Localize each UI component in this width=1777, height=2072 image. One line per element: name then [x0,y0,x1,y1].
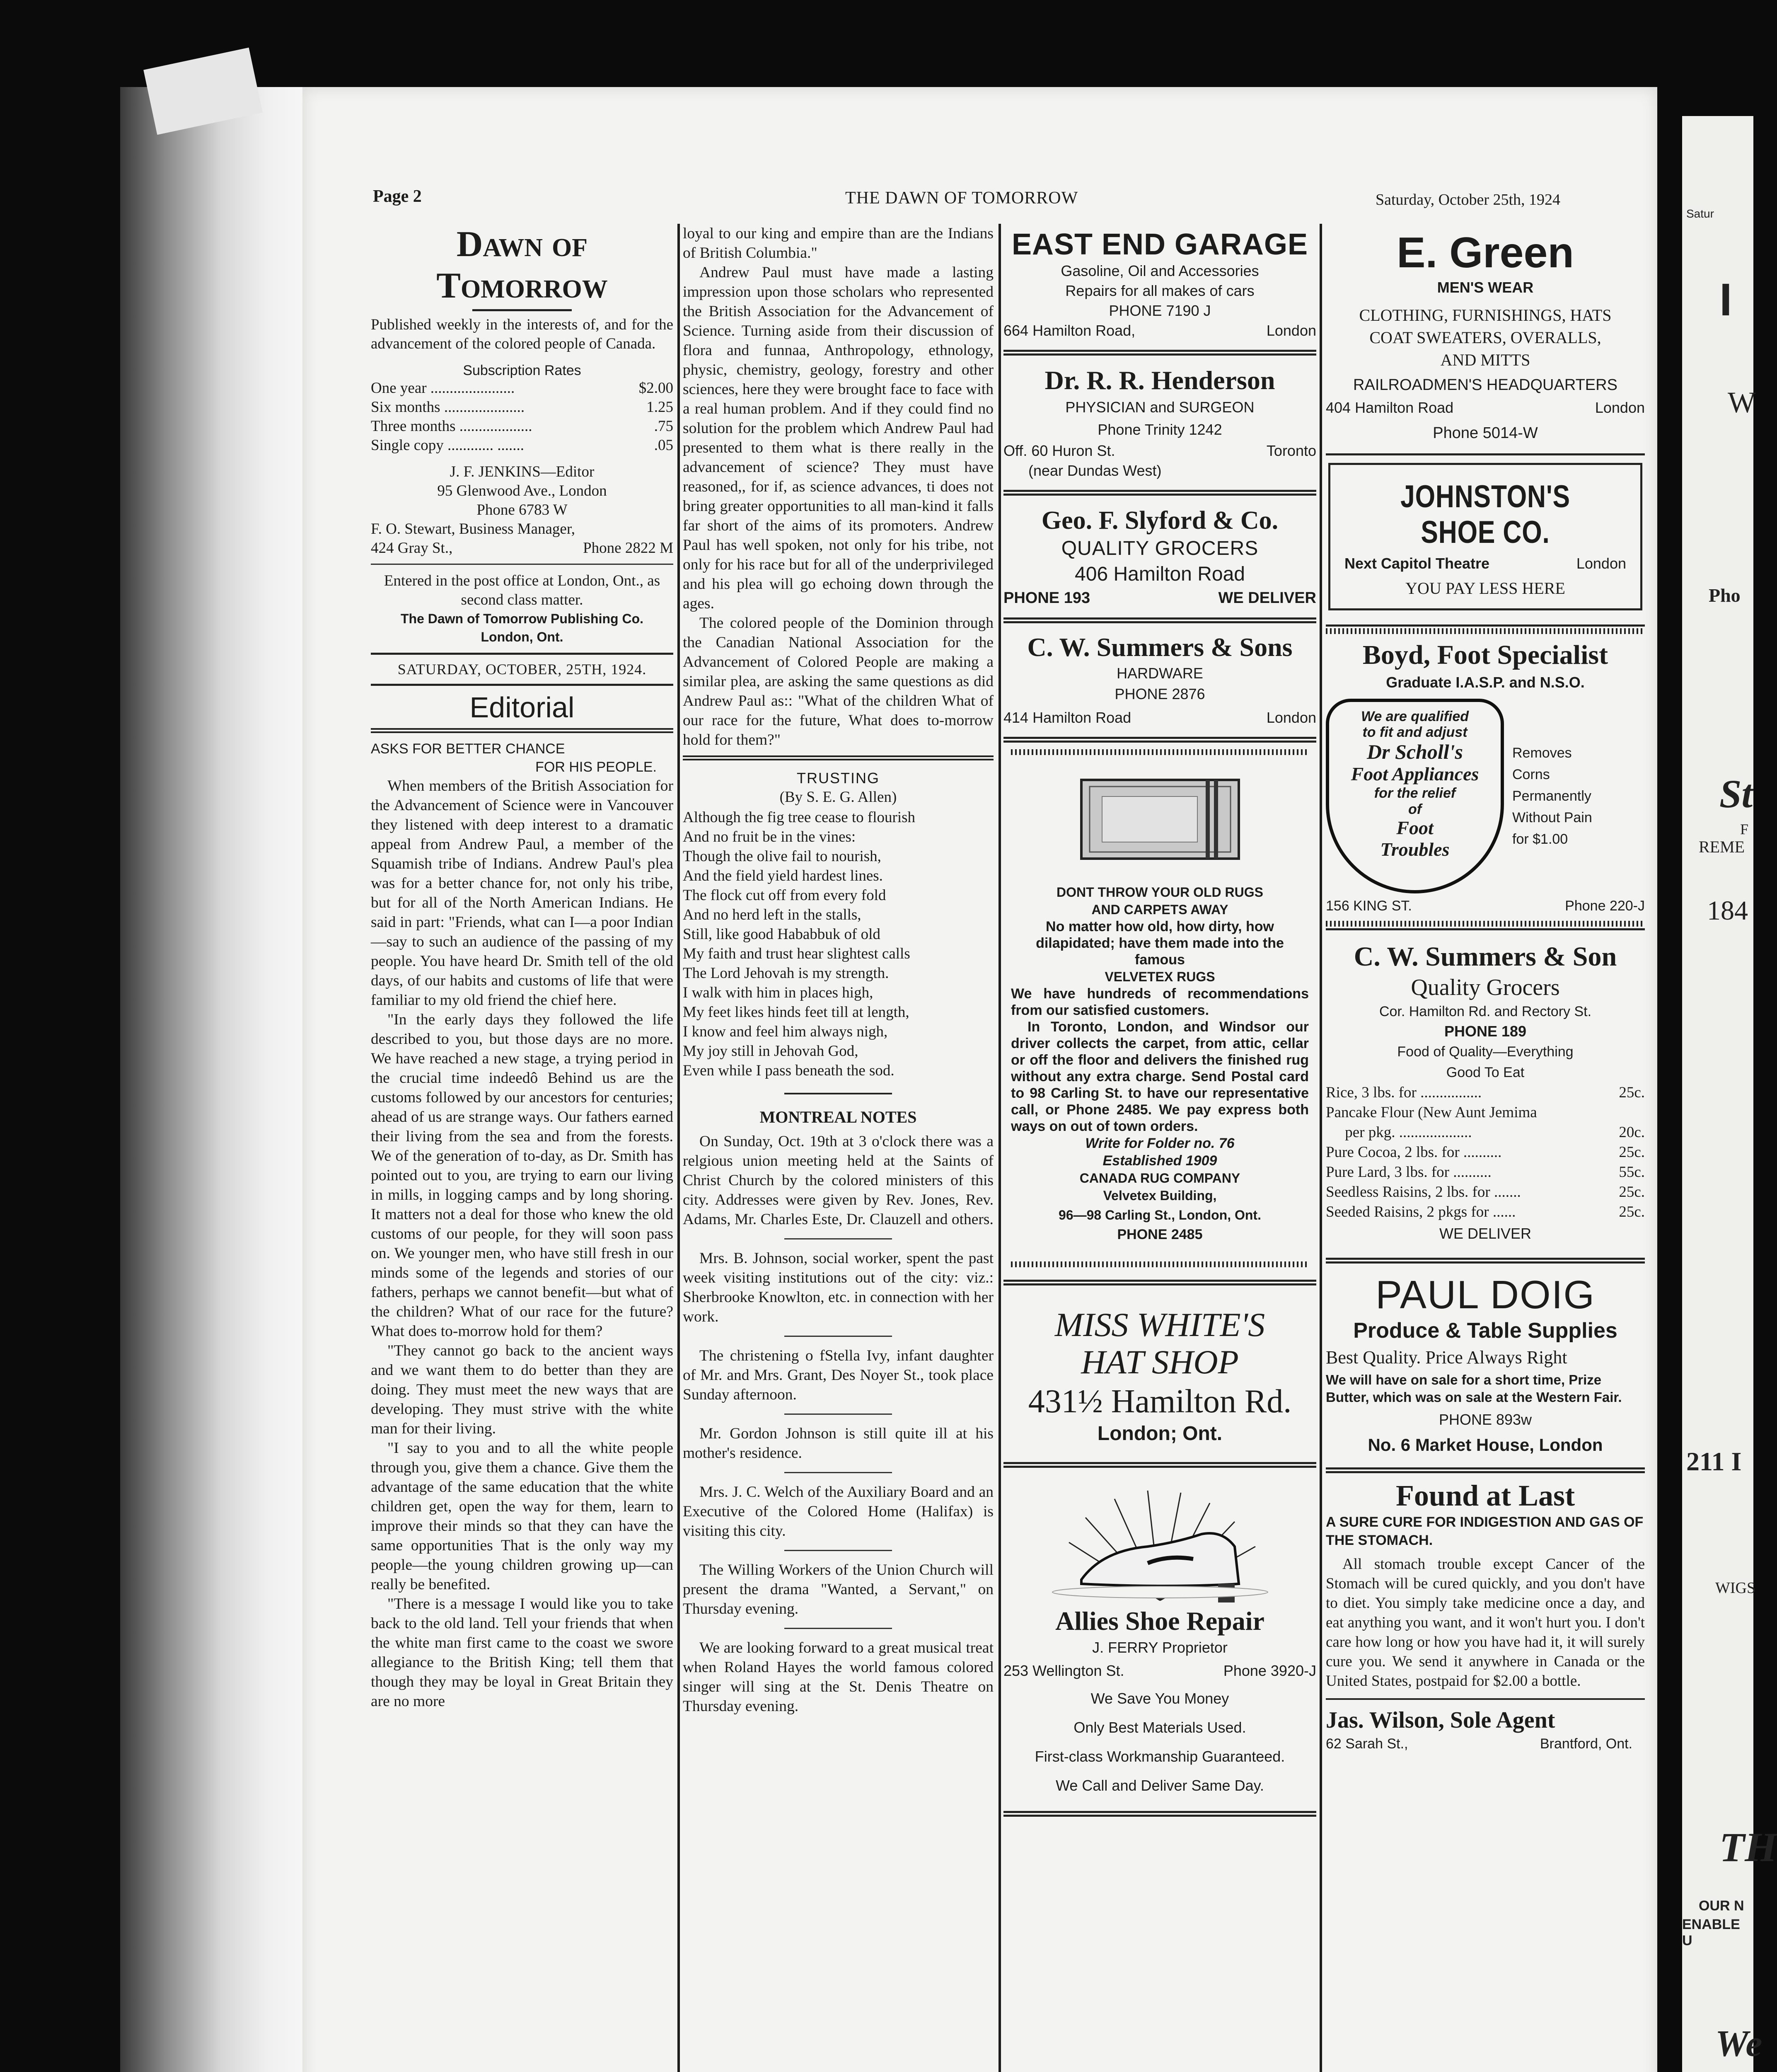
price-value: 25c. [1619,1084,1645,1101]
divider [1326,1258,1645,1260]
grocer-name: C. W. Summers & Son [1354,942,1617,972]
facing-text: W [1728,386,1756,419]
divider [1326,625,1645,627]
column-rule [999,224,1001,2072]
divider [1326,453,1645,455]
masthead [371,224,673,1711]
green-phone: Phone 5014-W [1433,424,1538,442]
divider [1326,1467,1645,1469]
rug-body: In Toronto, London, and Windsor our driver collects the carpet, from attic, cellar or off the floor and delivers the finished rug without any extra charge. Send Postal card to 98 Carling St. to have our representative call, or Phone 2485. We pay express both ways on out of town orders. [1011,1019,1309,1134]
grocer-sub: Quality Grocers [1411,975,1560,1000]
shoe-repair-name: Allies Shoe Repair [1055,1606,1264,1636]
grocer-phone: PHONE 189 [1444,1023,1527,1040]
editorial-paragraph: When members of the British Association for the Advancement of Science were in Vancouver they listened with deep interest to a dramatic appeal from Andrew Paul, a member of the Squamish tribe of Indians. Andrew Paul's plea was for a better chance for, not only his tribe, but for all of the North American Indians. He said in part: "Friends, what can I—a poor Indian—say to such an audience of the passing of my people. You have heard Dr. Smith tell of the old days, of our habits and customs of life that were familiar to my old friend the chief here. [371,777,673,1009]
boyd-phone: Phone 220-J [1565,898,1645,914]
rate-row [371,398,673,417]
green-street: 404 Hamilton Road [1326,399,1454,416]
price-value: 25c. [1619,1144,1645,1161]
column-two [683,224,994,1716]
poem [683,808,994,1080]
badge-text: Dr Scholl's [1366,740,1463,763]
shoe-repair-contact [1003,1658,1316,1684]
montreal-notes [683,1132,994,1716]
garage-name: EAST END GARAGE [1011,228,1308,261]
green-line: AND MITTS [1440,351,1530,369]
column-rule [1320,224,1322,2072]
ad-summers-grocers [1326,940,1645,1245]
newspaper-page [302,87,1657,2072]
poem-line: And the field yield hardest lines. [683,867,883,884]
badge-text: of [1408,801,1422,817]
shoe-repair-phone: Phone 3920-J [1223,1662,1316,1679]
editor-address: 95 Glenwood Ave., London [437,482,607,499]
poem-line: Still, like good Hababbuk of old [683,926,880,943]
price-item: per pkg. ................... [1326,1124,1472,1141]
price-value: 25c. [1619,1184,1645,1201]
found-name: Found at Last [1395,1479,1575,1512]
editorial-paragraph: Andrew Paul must have made a lasting impression upon those scholars who represented the British Association for the Advancement of Science. Turning aside from their discussion of flora and funnaa, Anthropology, ethnology, physic, chemistry, geology, forestry and other sciences, here they were brought face to face with a real human problem. And if they could find no solution for the problem which Andrew Paul had presented to them what is there really in the advancement of science? They must have reasoned,, for if, as science advances, ti does not bring greater opportunities to all man-kind it falls far short of the aims of its promoters. Andrew Paul has well spoken, not only for his tribe, not only for his race but for all of the underprivileged and his plea will go echoing down through the ages. [683,264,994,612]
badge-text: Foot Troubles [1380,817,1450,860]
benefit-line: Without Pain [1512,810,1592,825]
facing-text: OUR N [1699,1898,1744,1914]
doig-line: Best Quality. Price Always Right [1326,1347,1567,1368]
green-name: E. Green [1397,229,1574,277]
ad-johnston-shoe [1328,463,1642,610]
shoe-repair-line: First-class Workmanship Guaranteed. [1035,1748,1285,1765]
slyford-contact [1003,588,1316,608]
montreal-note: We are looking forward to a great musical treat when Roland Hayes the world famous colored singer will sing at the St. Denis Theatre on Thursday evening. [683,1639,994,1715]
issue-date: Saturday, October 25th, 1924 [1376,191,1561,208]
divider [1326,928,1645,930]
poem-line: My feet likes hinds feet till at length, [683,1004,909,1021]
masthead-blurb: Published weekly in the interests of, and for the advancement of the colored people of Canada. [371,316,673,352]
johnston-city: London [1576,555,1626,572]
rug-body: We have hundreds of recommendations from our satisfied customers. [1011,986,1309,1018]
slyford-address: 406 Hamilton Road [1075,563,1245,585]
hat-shop-address: 431½ Hamilton Rd. [1028,1383,1292,1420]
facing-text: I [1719,274,1732,325]
montreal-title: MONTREAL NOTES [759,1108,917,1126]
divider [1003,617,1316,620]
facing-date: Satur [1686,207,1714,220]
price-row [1326,1182,1645,1202]
divider [1003,741,1316,743]
green-address [1326,399,1645,417]
divider [371,653,673,655]
ad-miss-white-hat-shop [1003,1306,1316,1445]
divider [1003,1280,1316,1282]
garage-phone: PHONE 7190 J [1109,302,1211,319]
divider [784,1472,892,1473]
rate-term: Three months ................... [371,418,532,435]
divider [1326,1471,1645,1473]
issue-date-line: SATURDAY, OCTOBER, 25TH, 1924. [397,661,647,678]
manager-address: 424 Gray St., [371,540,453,557]
facing-text: WIGS [1715,1579,1756,1597]
divider [1003,353,1316,356]
green-line: COAT SWEATERS, OVERALLS, [1369,328,1601,347]
dotted-border [1326,921,1645,927]
facing-text: 184 [1707,896,1748,926]
facing-text: 211 I [1686,1447,1742,1476]
rug-address: 96—98 Carling St., London, Ont. [1059,1208,1261,1222]
price-row [1326,1202,1645,1222]
grocer-tagline: Food of Quality—Everything [1397,1044,1574,1060]
rug-phone: PHONE 2485 [1117,1227,1203,1242]
price-row [1326,1162,1645,1182]
montreal-note: On Sunday, Oct. 19th at 3 o'clock there was a relgious union meeting held at the Saints of Christ Church by the colored ministers of this city. Addresses were given by Rev. Jones, Rev. Adams, Mr. Charles Este, Dr. Clauzell and others. [683,1133,994,1228]
shoe-repair-line: We Save You Money [1090,1690,1229,1707]
poem-line: And no herd left in the stalls, [683,906,861,923]
price-row [1326,1123,1645,1143]
editorial-paragraph: "I say to you and to all the white people through you, give them a chance. Give them the advantage of the same education that the white children get, open the way for them, learn to improve their minds so that they can have the same opportunities That is the only way my people—the young children growing up—can really be benefited. [371,1440,673,1593]
editorial-paragraph: "In the early days they followed the life described to you, but those days are no more. We have reached a new stage, a trying period in the crucial time indeedô Behind us are the customs followed by our ancestors for centuries; ahead of us are strange ways. Our fathers earned their living from the sea and from the forests. We of the generation of to-day, as Dr. Smith has pointed out to you, are trying to earn our living in mills, in logging camps and by long shoring. It matters not a deal for those who knew the old customs of our people, for they will soon pass on. We younger men, who have still fresh in our minds some of the legends and stories of our fathers, perhaps we cannot benefit—but what of the children? What of our race for the future? What does to-morrow hold for them? [371,1011,673,1340]
divider [1003,1466,1316,1468]
montreal-note: Mr. Gordon Johnson is still quite ill at his mother's residence. [683,1425,994,1462]
green-sub: MEN'S WEAR [1437,279,1534,296]
poem-line: Though the olive fail to nourish, [683,848,881,865]
column-three [1003,228,1316,1817]
poem-line: Even while I pass beneath the sod. [683,1062,895,1079]
doctor-office [1003,441,1316,461]
badge-text: Foot Appliances [1351,763,1479,784]
poem-line: And no fruit be in the vines: [683,828,856,845]
grocer-deliver: WE DELIVER [1439,1225,1532,1242]
rug-illustration [1073,772,1247,867]
johnston-tagline: YOU PAY LESS HERE [1405,579,1565,598]
divider [784,1336,892,1337]
divider [472,309,572,311]
divider [371,684,673,686]
facing-text: ENABLE U [1682,1917,1740,1949]
garage-line: Gasoline, Oil and Accessories [1061,262,1259,279]
grocer-tagline: Good To Eat [1446,1065,1525,1080]
benefit-line: Removes [1512,745,1572,761]
divider [1003,621,1316,623]
column-four [1326,228,1645,1753]
divider [1003,1462,1316,1464]
grocer-address: Cor. Hamilton Rd. and Rectory St. [1379,1004,1592,1019]
manager-contact [371,539,673,558]
divider [371,728,673,730]
hardware-line: HARDWARE [1117,665,1203,682]
shoe-repair-line: We Call and Deliver Same Day. [1056,1777,1264,1794]
rate-price: .75 [654,418,673,435]
green-line: CLOTHING, FURNISHINGS, HATS [1359,306,1612,324]
garage-city: London [1266,322,1316,339]
editor-phone: Phone 6783 W [476,501,568,518]
doctor-name: Dr. R. R. Henderson [1044,366,1275,395]
ad-summers-hardware [1003,632,1316,731]
rate-term: Six months ..................... [371,399,525,416]
badge-text: We are qualified [1361,709,1469,724]
facing-text: REME [1699,838,1745,856]
divider [1326,1698,1645,1700]
poem-line: The flock cut off from every fold [683,887,886,904]
boyd-address: 156 KING ST. [1326,898,1412,914]
doig-address: No. 6 Market House, London [1368,1435,1603,1455]
book-binding [120,87,302,2072]
hat-shop-city: London; Ont. [1097,1423,1223,1445]
page-number: Page 2 [373,187,422,206]
rug-established: Established 1909 [1102,1153,1217,1169]
slyford-name: Geo. F. Slyford & Co. [1041,506,1279,535]
price-item: Seedless Raisins, 2 lbs. for ....... [1326,1184,1521,1201]
shoe-repair-line: Only Best Materials Used. [1073,1719,1246,1736]
doctor-street: Off. 60 Huron St. [1003,442,1115,459]
doctor-near: (near Dundas West) [1028,462,1162,479]
rate-row [371,417,673,436]
badge-text: to fit and adjust [1362,724,1468,740]
editorial-heading: Editorial [469,691,575,724]
publisher-city: London, Ont. [481,629,563,644]
rug-body: No matter how old, how dirty, how dilapidated; have them made into the famous [1036,919,1284,968]
found-contact [1326,1735,1645,1753]
doctor-city: Toronto [1266,442,1316,459]
poem-line: I know and feel him always nigh, [683,1023,888,1040]
divider [784,1093,892,1094]
divider [1003,494,1316,496]
price-value: 20c. [1619,1124,1645,1141]
subscription-rates [371,379,673,455]
ad-allies-shoe-repair [1003,1480,1316,1800]
doig-sub: Produce & Table Supplies [1353,1319,1617,1343]
boyd-benefits [1512,742,1592,850]
boyd-graduate: Graduate I.A.S.P. and N.S.O. [1386,674,1585,691]
badge-text: for the relief [1374,785,1456,801]
hardware-street: 414 Hamilton Road [1003,709,1131,726]
newspaper-title: THE DAWN OF TOMORROW [845,189,1078,208]
price-value: 55c. [1619,1164,1645,1181]
price-item: Pancake Flour (New Aunt Jemima [1326,1104,1537,1121]
rate-row [371,379,673,398]
facing-page [1682,116,1777,2072]
price-row [1326,1083,1645,1103]
slyford-phone: PHONE 193 [1003,589,1090,607]
boyd-body [1326,699,1645,893]
slyford-line: QUALITY GROCERS [1061,537,1259,559]
ad-e-green [1326,228,1645,449]
editorial-paragraph: loyal to our king and empire than are the Indians of British Columbia." [683,225,994,261]
doig-body: We will have on sale for a short time, Prize Butter, which was on sale at the Western Fair. [1326,1372,1622,1405]
rate-term: Single copy ............ ....... [371,437,524,454]
hat-shop-name: HAT SHOP [1081,1343,1239,1381]
dotted-border [1011,749,1309,755]
manager-phone: Phone 2822 M [583,540,673,557]
dotted-border [1326,628,1645,634]
divider [784,1550,892,1551]
shoe-illustration [1044,1480,1276,1605]
poem-line: I walk with him in places high, [683,984,873,1001]
poem-line: My faith and trust hear slightest calls [683,945,910,962]
facing-text: We [1715,2023,1762,2064]
poem-title: TRUSTING [797,770,880,787]
dotted-border [1011,1261,1309,1267]
price-item: Pure Cocoa, 2 lbs. for .......... [1326,1144,1502,1161]
price-item: Rice, 3 lbs. for ................ [1326,1084,1482,1101]
editorial-paragraph: "There is a message I would like you to take back to the old land. Tell your friends that when the white man first came to the coast we swore allegiance to the British King; tell them that though they may be loyal in Great Britain they are no more [371,1595,673,1710]
ad-henderson [1003,365,1316,481]
hardware-city: London [1266,709,1316,726]
subscription-title: Subscription Rates [463,363,581,378]
montreal-note: Mrs. B. Johnson, social worker, spent the past week visiting institutions out of the city: viz.: Sherbrooke Knowlton, etc. in connection with her work. [683,1250,994,1325]
shoe-repair-address: 253 Wellington St. [1003,1662,1124,1679]
divider [683,759,994,760]
facing-text: Pho [1709,585,1741,606]
ad-boyd-foot-specialist [1326,638,1645,918]
price-row [1326,1103,1645,1123]
editorial-title: ASKS FOR BETTER CHANCE [371,741,565,757]
rug-head: DONT THROW YOUR OLD RUGS [1057,885,1263,900]
editorial-paragraph: The colored people of the Dominion through the Canadian National Association for the Advancement of Colored People are making a similar plea, are asking the same questions as did Andrew Paul as:: "What of the children What of our race for the future, What does to-morrow hold for them?" [683,615,994,748]
editorial-title: FOR HIS PEOPLE. [535,759,657,775]
masthead-title: Dawn of Tomorrow [436,224,608,306]
benefit-line: Permanently [1512,788,1591,804]
publisher: The Dawn of Tomorrow Publishing Co. [400,611,644,626]
price-value: 25c. [1619,1203,1645,1220]
manager-name: F. O. Stewart, Business Manager, [371,520,575,537]
poem-line: The Lord Jehovah is my strength. [683,965,889,982]
doctor-title: PHYSICIAN and SURGEON [1065,399,1255,416]
ad-east-end-garage [1003,228,1316,341]
facing-text: St [1719,772,1753,816]
rug-folder: Write for Folder no. 76 [1085,1135,1235,1151]
doig-phone: PHONE 893w [1439,1411,1532,1428]
hat-shop-name: MISS WHITE'S [1054,1306,1265,1343]
divider [683,755,994,757]
benefit-line: for $1.00 [1512,831,1568,847]
editor-name: J. F. JENKINS—Editor [450,463,595,480]
divider [1003,1815,1316,1817]
found-sub: A SURE CURE FOR INDIGESTION AND GAS OF THE STOMACH. [1326,1514,1644,1548]
poem-line: My joy still in Jehovah God, [683,1043,858,1060]
hardware-address [1003,704,1316,731]
slyford-deliver: WE DELIVER [1218,589,1316,607]
poem-line: Although the fig tree cease to flourish [683,809,915,826]
divider [1003,350,1316,352]
editorial-body [371,776,673,1711]
garage-street: 664 Hamilton Road, [1003,322,1136,339]
montreal-note: The christening o fStella Ivy, infant daughter of Mr. and Mrs. Grant, Des Noyer St., took place Sunday afternoon. [683,1347,994,1403]
rug-head: AND CARPETS AWAY [1091,902,1228,917]
ad-canada-rug [1003,749,1316,1267]
entered-notice: Entered in the post office at London, Ont., as second class matter. [384,572,660,608]
divider [1003,1811,1316,1813]
divider [784,1238,892,1239]
boyd-contact [1326,893,1645,918]
hardware-phone: PHONE 2876 [1115,685,1205,702]
benefit-line: Corns [1512,767,1550,782]
rug-building: Velvetex Building, [1103,1188,1217,1203]
divider [1326,1261,1645,1264]
found-city: Brantford, Ont. [1540,1736,1632,1752]
doctor-phone: Phone Trinity 1242 [1098,421,1222,438]
doig-name: PAUL DOIG [1375,1273,1596,1317]
rate-price: 1.25 [646,399,673,416]
divider [1003,490,1316,492]
rug-company: CANADA RUG COMPANY [1079,1171,1240,1186]
price-item: Seeded Raisins, 2 pkgs for ...... [1326,1203,1516,1220]
found-body: All stomach trouble except Cancer of the Stomach will be cured quickly, and you don't have to diet. You simply take medicine once a day, and eat anything you want, and it won't hurt you. I don't care how long or how you have had it, it will surely cure you. We send it anywhere in Canada or the United States, postpaid for $2.00 a bottle. [1326,1556,1645,1690]
divider [784,1414,892,1415]
facing-text: F [1740,821,1749,838]
grocer-price-list [1326,1083,1645,1222]
divider [1003,737,1316,739]
ad-found-at-last [1326,1478,1645,1753]
dr-scholls-badge [1326,699,1504,893]
shoe-repair-proprietor: J. FERRY Proprietor [1092,1639,1228,1656]
montreal-note: Mrs. J. C. Welch of the Auxiliary Board and an Executive of the Colored Home (Halifax) is visiting this city. [683,1484,994,1539]
divider [1003,1283,1316,1285]
ad-paul-doig [1326,1273,1645,1457]
rate-term: One year ...................... [371,380,515,397]
found-address: 62 Sarah St., [1326,1736,1408,1752]
hardware-name: C. W. Summers & Sons [1027,632,1293,662]
garage-line: Repairs for all makes of cars [1065,282,1255,299]
divider [371,564,673,565]
divider [371,731,673,733]
rate-price: $2.00 [638,380,673,397]
found-agent: Jas. Wilson, Sole Agent [1326,1707,1555,1733]
garage-address [1003,321,1316,341]
green-city: London [1595,399,1645,416]
price-item: Pure Lard, 3 lbs. for .......... [1326,1164,1492,1181]
price-row [1326,1143,1645,1162]
divider [784,1628,892,1629]
facing-text: TH [1719,1824,1777,1870]
editorial-continuation [683,224,994,750]
editorial-paragraph: "They cannot go back to the ancient ways and we want them to do better than they are doing. They must meet the new ways that are developing. They must strive with the white man for their living. [371,1342,673,1437]
montreal-note: The Willing Workers of the Union Church will present the drama "Wanted, a Servant," on Thursday evening. [683,1561,994,1617]
column-rule [677,224,680,2072]
johnston-line: Next Capitol Theatre [1344,555,1490,572]
poem-author: (By S. E. G. Allen) [779,789,897,806]
boyd-name: Boyd, Foot Specialist [1362,640,1608,670]
johnston-name: JOHNSTON'S SHOE CO. [1400,479,1570,550]
rate-row [371,436,673,455]
rug-velvetex: VELVETEX RUGS [1105,969,1215,984]
green-line: RAILROADMEN'S HEADQUARTERS [1353,376,1617,394]
johnston-location [1339,550,1632,577]
rate-price: .05 [654,437,673,454]
ad-slyford [1003,505,1316,608]
